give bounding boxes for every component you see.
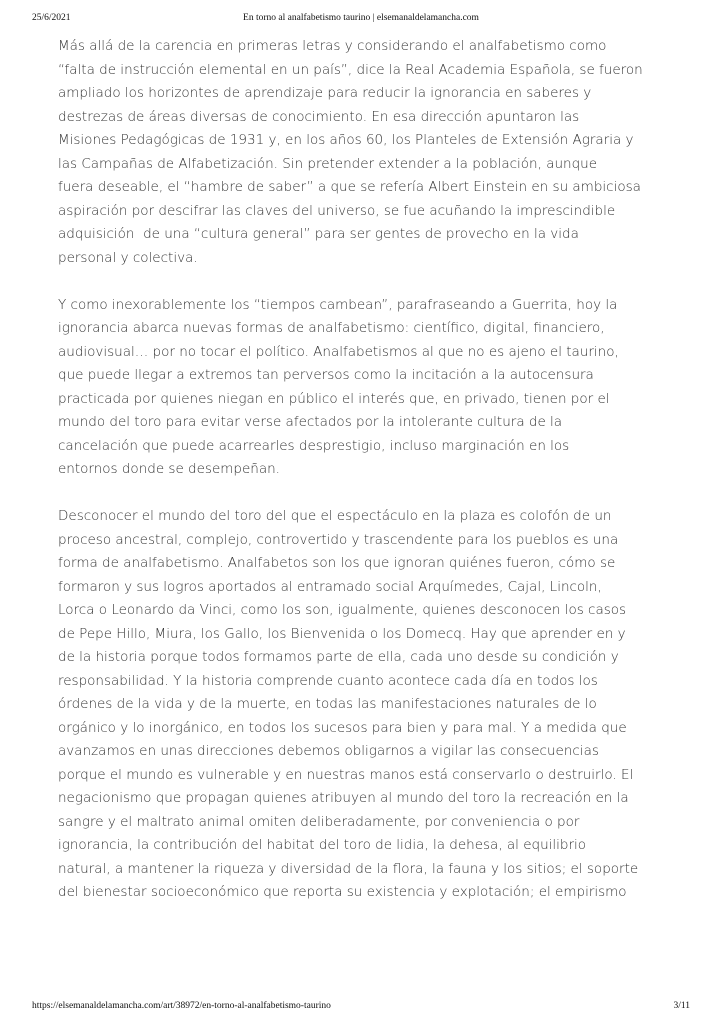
text-line: Y como inexorablemente los “tiempos cambean”, parafraseando a Guerrita, hoy la: [58, 296, 618, 313]
paragraph-1: [58, 35, 694, 270]
text-line: Más allá de la carencia en primeras letras y considerando el analfabetismo como: [58, 38, 607, 54]
document-title: En torno al analfabetismo taurino | elsemanaldelamancha.com: [243, 13, 479, 23]
text-line: ignorancia abarca nuevas formas de analfabetismo: científico, digital, financiero,: [58, 320, 605, 336]
text-line: Misiones Pedagógicas de 1931 y, en los años 60, los Planteles de Extensión Agraria y: [58, 132, 634, 148]
text-line: Lorca o Leonardo da Vinci, como los son, igualmente, quienes desconocen los casos: [58, 602, 627, 618]
text-line: destrezas de áreas diversas de conocimiento. En esa dirección apuntaron las: [58, 108, 580, 125]
text-line: del bienestar socioeconómico que reporta su existencia y explotación; el empirismo: [58, 884, 627, 900]
text-line: avanzamos en unas direcciones debemos obligarnos a vigilar las consecuencias: [58, 743, 599, 759]
article-body: [58, 35, 694, 905]
print-date: 25/6/2021: [32, 13, 71, 23]
text-line: personal y colectiva.: [58, 249, 198, 266]
page-url: https://elsemanaldelamancha.com/art/38972/en-torno-al-analfabetismo-taurino: [32, 1001, 331, 1011]
text-line: orgánico y lo inorgánico, en todos los sucesos para bien y para mal. Y a medida que: [58, 719, 627, 736]
paragraph-3: [58, 505, 694, 905]
text-line: fuera deseable, el “hambre de saber” a que se refería Albert Einstein en su ambiciosa: [58, 179, 641, 195]
text-line: responsabilidad. Y la historia comprende cuanto acontece cada día en todos los: [58, 672, 598, 689]
text-line: practicada por quienes niegan en público el interés que, en privado, tienen por el: [58, 390, 610, 407]
text-line: órdenes de la vida y de la muerte, en todas las manifestaciones naturales de lo: [58, 696, 597, 712]
text-line: audiovisual… por no tocar el político. Analfabetismos al que no es ajeno el taurino,: [58, 343, 619, 360]
text-line: sangre y el maltrato animal omiten deliberadamente, por conveniencia o por: [58, 813, 580, 830]
paragraph-spacer: [58, 482, 694, 506]
paragraph-2: [58, 294, 694, 482]
text-line: formaron y sus logros aportados al entramado social Arquímedes, Cajal, Lincoln,: [58, 578, 602, 595]
text-line: de Pepe Hillo, Miura, los Gallo, los Bienvenida o los Domecq. Hay que aprender en y: [58, 625, 626, 642]
text-line: entornos donde se desempeñan.: [58, 461, 280, 477]
text-line: que puede llegar a extremos tan perversos como la incitación a la autocensura: [58, 367, 594, 383]
text-line: mundo del toro para evitar verse afectados por la intolerante cultura de la: [58, 414, 563, 430]
text-line: “falta de instrucción elemental en un país”, dice la Real Academia Española, se fueron: [58, 61, 643, 78]
text-line: cancelación que puede acarrearles desprestigio, incluso marginación en los: [58, 437, 570, 454]
page-number: 3/11: [673, 1001, 690, 1011]
text-line: forma de analfabetismo. Analfabetos son los que ignoran quiénes fueron, cómo se: [58, 555, 616, 571]
print-header: [32, 13, 690, 27]
text-line: proceso ancestral, complejo, controvertido y trascendente para los pueblos es una: [58, 531, 619, 548]
text-line: aspiración por descifrar las claves del universo, se fue acuñando la imprescindible: [58, 202, 616, 219]
text-line: de la historia porque todos formamos parte de ella, cada uno desde su condición y: [58, 649, 619, 665]
text-line: Desconocer el mundo del toro del que el espectáculo en la plaza es colofón de un: [58, 508, 612, 524]
paragraph-spacer: [58, 270, 694, 294]
text-line: natural, a mantener la riqueza y diversidad de la flora, la fauna y los sitios; el soporte: [58, 860, 639, 877]
text-line: ignorancia, la contribución del habitat del toro de lidia, la dehesa, al equilibrio: [58, 837, 587, 853]
text-line: ampliado los horizontes de aprendizaje para reducir la ignorancia en saberes y: [58, 85, 592, 101]
print-footer: [32, 1001, 690, 1015]
text-line: adquisición de una “cultura general” para ser gentes de provecho en la vida: [58, 226, 579, 242]
text-line: porque el mundo es vulnerable y en nuestras manos está conservarlo o destruirlo. El: [58, 766, 634, 783]
text-line: las Campañas de Alfabetización. Sin pretender extender a la población, aunque: [58, 155, 598, 172]
text-line: negacionismo que propagan quienes atribuyen al mundo del toro la recreación en la: [58, 790, 629, 806]
